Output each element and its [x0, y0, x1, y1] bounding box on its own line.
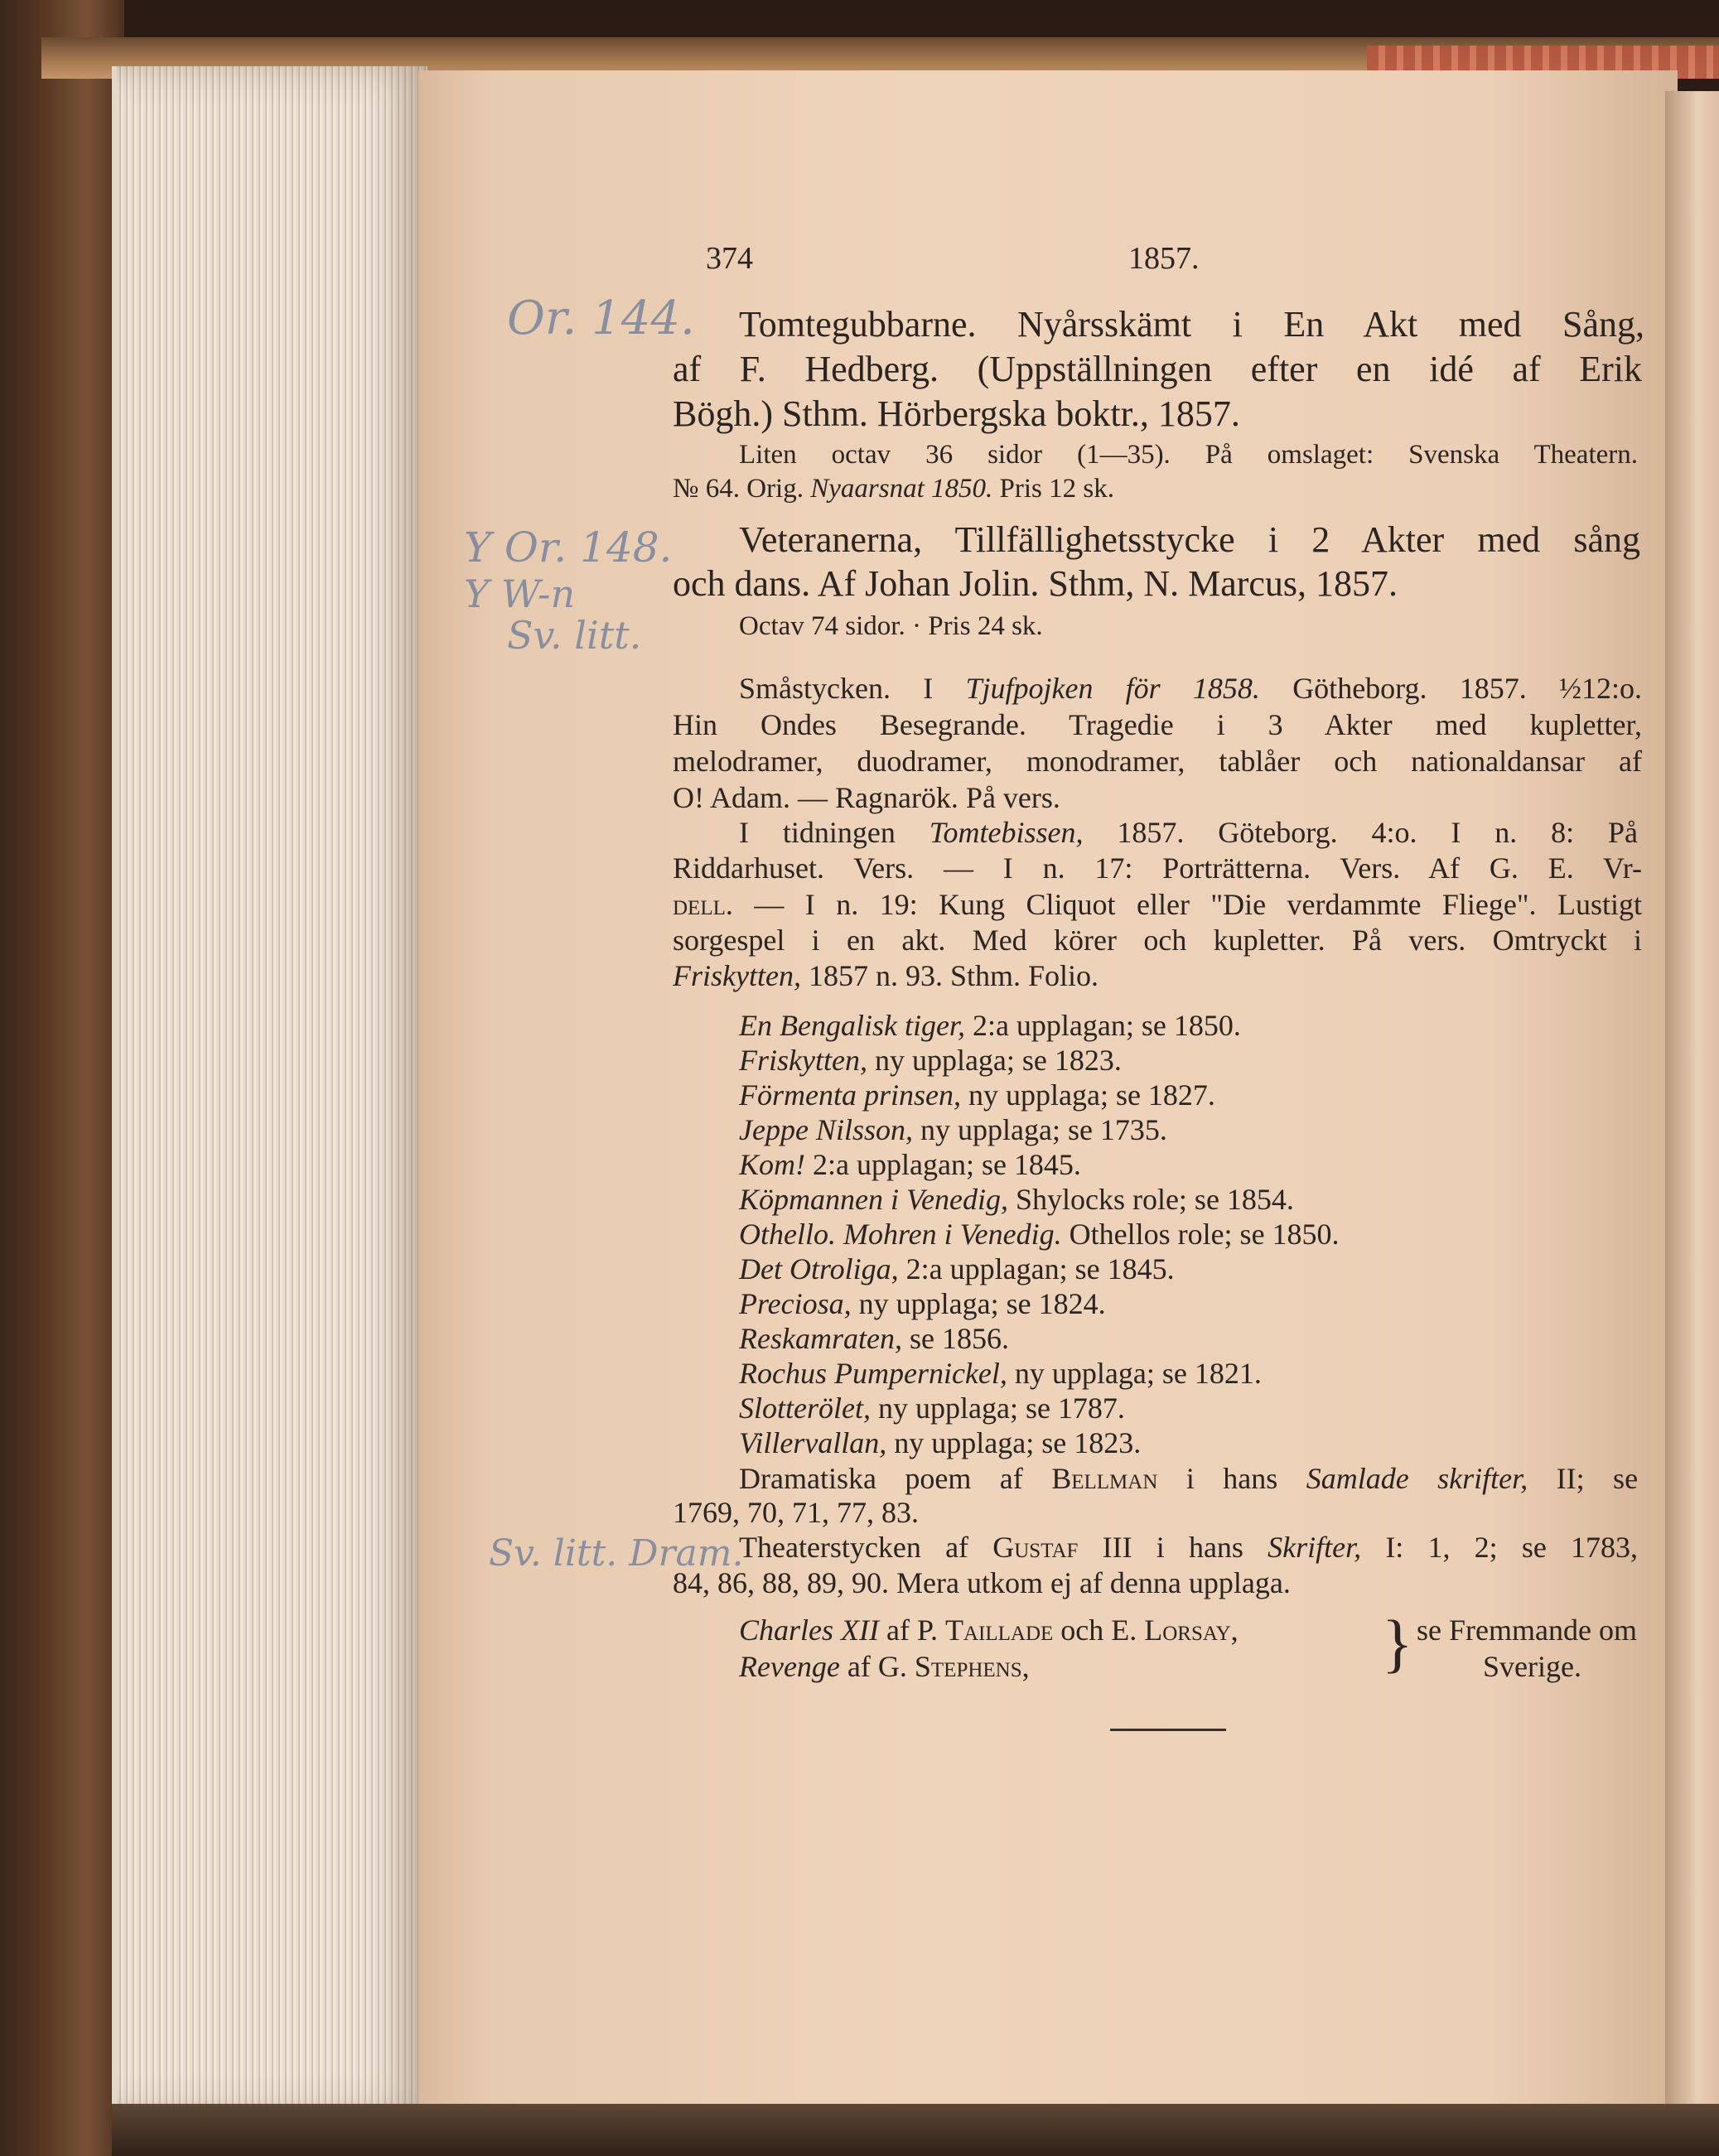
entry-smastycken-line-5 [739, 818, 1638, 847]
text: af P. [886, 1613, 938, 1647]
reference-item [739, 1393, 1125, 1423]
ref-title: Villervallan, [739, 1426, 887, 1459]
ref-detail: ny upplaga; se 1823. [874, 1044, 1122, 1077]
text: Theaterstycken af [739, 1531, 969, 1564]
note-original-title: Nyaarsnat 1850. [810, 474, 993, 504]
entry-tomtegubbarne-note-1: Liten octav 36 sidor (1—35). På omslaget: Svenska Theatern. [739, 441, 1638, 470]
text: i hans [1185, 1462, 1278, 1495]
entry-smastycken-line-9 [673, 961, 1099, 991]
entry-veteranerna-line-1: Veteranerna, Tillfällighetsstycke i 2 Akter med sång [739, 522, 1640, 560]
entry-smastycken-line-3: melodramer, duodramer, monodramer, tablåer och nationaldansar af [673, 746, 1642, 778]
title: Samlade skrifter, [1306, 1462, 1528, 1495]
ref-title: Preciosa, [739, 1287, 852, 1320]
page-year: 1857. [1128, 241, 1200, 276]
ref-detail: ny upplaga; se 1824. [858, 1287, 1106, 1320]
title: Friskytten, [673, 959, 801, 992]
entry-tomtegubbarne-line-3: Bögh.) Sthm. Hörbergska boktr., 1857. [673, 393, 1240, 434]
handwritten-note-3: Y W-n [464, 572, 576, 616]
ref-detail: ny upplaga; se 1823. [894, 1426, 1142, 1459]
ref-detail: Shylocks role; se 1854. [1015, 1183, 1294, 1216]
foreign-reference-line-1: se Fremmande om [1417, 1613, 1637, 1647]
ref-detail: ny upplaga; se 1827. [968, 1078, 1215, 1112]
text: Dramatiska poem af [739, 1462, 1023, 1495]
entry-smastycken-line-2: Hin Ondes Besegrande. Tragedie i 3 Akter med kupletter, [673, 710, 1642, 741]
text: I: 1, 2; se 1783, [1385, 1531, 1639, 1564]
ref-title: Jeppe Nilsson, [739, 1113, 913, 1146]
handwritten-note-5: Sv. litt. Dram. [489, 1532, 744, 1575]
handwritten-note-1: Or. 144. [507, 292, 695, 345]
entry-veteranerna-line-2: och dans. Af Johan Jolin. Sthm, N. Marcus, 1857. [673, 563, 1398, 604]
title: Skrifter, [1268, 1531, 1362, 1564]
title: Revenge [739, 1650, 840, 1683]
ref-title: Det Otroliga, [739, 1252, 899, 1285]
foreign-reference-line-2: Sverige. [1483, 1650, 1581, 1683]
ref-detail: 2:a upplagan; se 1850. [972, 1009, 1241, 1042]
text: — I n. 19: Kung Cliquot eller "Die verdammte Fliege". Lustigt [754, 888, 1643, 921]
text: II; se [1556, 1462, 1639, 1495]
ref-detail: ny upplaga; se 1787. [877, 1392, 1125, 1425]
text: I tidningen [739, 816, 896, 849]
reference-item [739, 1115, 1167, 1145]
ref-detail: Othellos role; se 1850. [1069, 1218, 1340, 1251]
reference-item [739, 1080, 1215, 1110]
text: III i hans [1102, 1531, 1243, 1564]
page-number: 374 [706, 241, 753, 276]
author: Taillade [944, 1613, 1054, 1647]
entry-tomtegubbarne-line-1: Tomtegubbarne. Nyårsskämt i En Akt med Sång, [739, 306, 1644, 345]
ref-detail: ny upplaga; se 1735. [920, 1113, 1167, 1146]
ref-detail: 2:a upplagan; se 1845. [813, 1148, 1081, 1181]
ref-title: Kom! [739, 1148, 805, 1181]
ref-detail: 2:a upplagan; se 1845. [905, 1252, 1175, 1285]
title: Charles XII [739, 1613, 879, 1647]
entry-charles-xii [739, 1615, 1239, 1645]
reference-item [739, 1045, 1122, 1075]
handwritten-note-2: Y Or. 148. [464, 523, 673, 572]
reference-item [739, 1254, 1175, 1284]
reference-item [739, 1150, 1081, 1179]
entry-smastycken-line-7 [673, 890, 1642, 919]
closing-rule [1110, 1729, 1226, 1731]
ref-title: En Bengalisk tiger, [739, 1009, 965, 1042]
entry-tomtegubbarne-line-2: af F. Hedberg. (Uppställningen efter en idé af Erik [673, 351, 1642, 389]
reference-item [739, 1289, 1106, 1319]
ref-title: Rochus Pumpernickel, [739, 1357, 1007, 1390]
ref-title: Förmenta prinsen, [739, 1078, 961, 1112]
title: Tomtebissen, [929, 816, 1084, 849]
ref-title: Othello. Mohren i Venedig. [739, 1218, 1062, 1251]
reference-item [739, 1358, 1262, 1388]
entry-veteranerna-note: Octav 74 sidor. · Pris 24 sk. [739, 611, 1043, 641]
ref-title: Reskamraten, [739, 1322, 902, 1355]
author: Bellman [1051, 1462, 1158, 1495]
title: Tjufpojken för 1858. [965, 672, 1260, 705]
entry-bellman-line-1 [739, 1464, 1638, 1493]
reference-item [739, 1010, 1241, 1040]
reference-item [739, 1184, 1294, 1214]
text: Småstycken. I [739, 672, 934, 705]
ref-detail: ny upplaga; se 1821. [1014, 1357, 1262, 1390]
text: och E. [1060, 1613, 1137, 1647]
text: af G. [847, 1650, 907, 1683]
author: Gustaf [992, 1531, 1079, 1564]
text: 1857 n. 93. Sthm. Folio. [808, 959, 1099, 992]
text: 1857. Göteborg. 4:o. I n. 8: På [1117, 816, 1639, 849]
author: Lorsay, [1144, 1613, 1239, 1647]
brace-symbol: } [1382, 1607, 1413, 1679]
author: Stephens, [914, 1650, 1030, 1683]
entry-smastycken-line-8: sorgespel i en akt. Med körer och kupletter. På vers. Omtryckt i [673, 925, 1642, 957]
entry-revenge [739, 1652, 1030, 1681]
entry-gustaf-line-1 [739, 1532, 1638, 1562]
entry-smastycken-line-1 [739, 673, 1642, 703]
ref-title: Köpmannen i Venedig, [739, 1183, 1008, 1216]
ref-title: Friskytten, [739, 1044, 867, 1077]
entry-gustaf-line-2: 84, 86, 88, 89, 90. Mera utkom ej af denna upplaga. [673, 1566, 1291, 1599]
author: dell. [673, 888, 733, 921]
entry-smastycken-line-4: O! Adam. — Ragnarök. På vers. [673, 781, 1060, 814]
ref-detail: se 1856. [909, 1322, 1009, 1355]
entry-smastycken-line-6: Riddarhuset. Vers. — I n. 17: Porträtterna. Vers. Af G. E. Vr- [673, 853, 1642, 885]
note-price: Pris 12 sk. [999, 474, 1114, 504]
handwritten-note-4: Sv. litt. [507, 613, 642, 658]
entry-tomtegubbarne-note-2 [673, 475, 1114, 503]
note-number: № 64. Orig. [673, 474, 804, 504]
reference-item [739, 1428, 1141, 1458]
reference-item [739, 1324, 1009, 1353]
entry-bellman-line-2: 1769, 70, 71, 77, 83. [673, 1496, 919, 1529]
reference-item [739, 1219, 1340, 1249]
ref-title: Slotterölet, [739, 1392, 871, 1425]
text: Götheborg. 1857. ½12:o. [1292, 672, 1642, 705]
